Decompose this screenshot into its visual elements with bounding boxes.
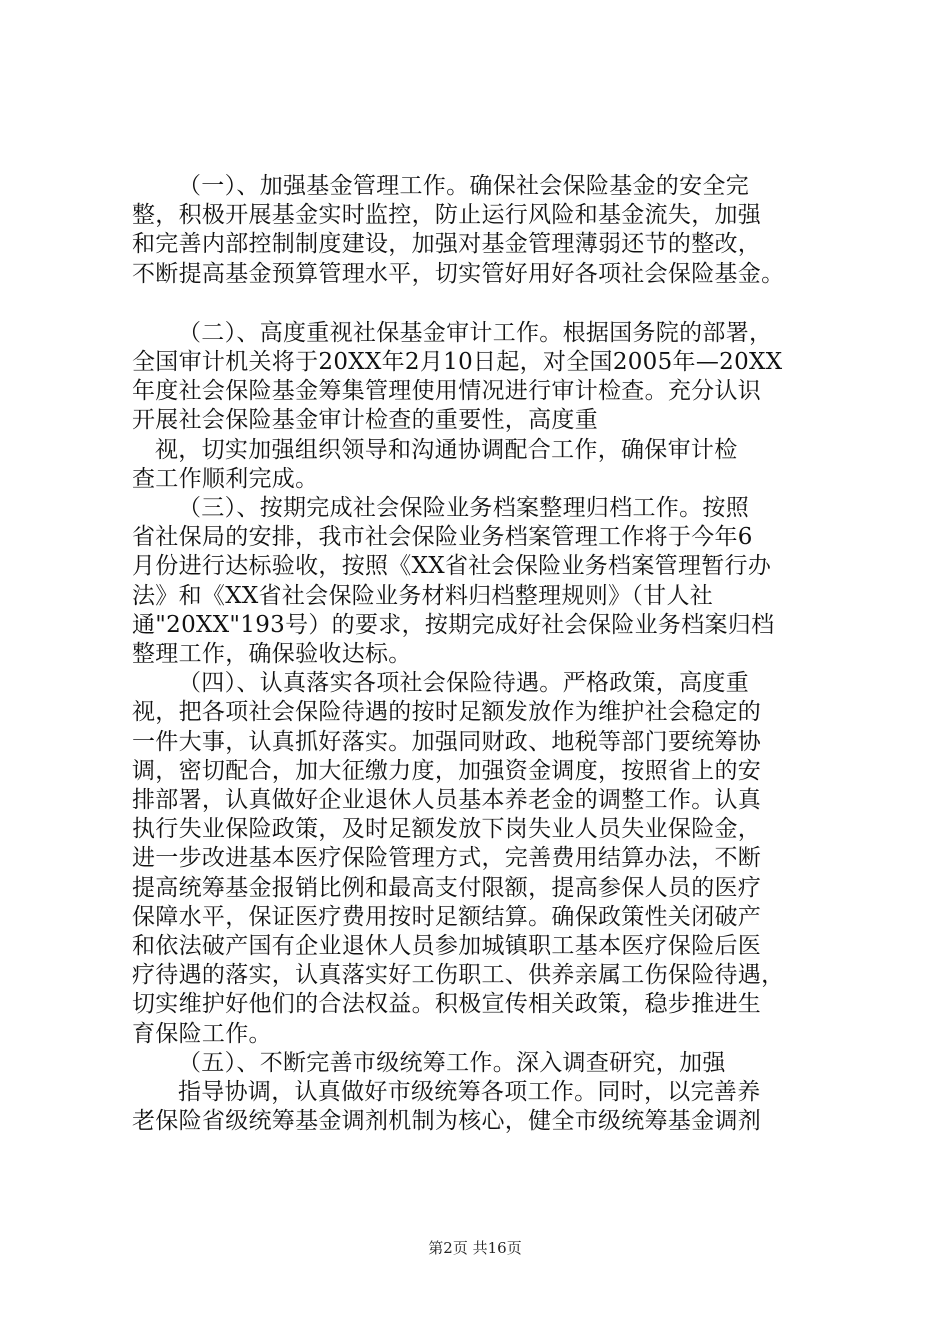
text-line: （一）、加强基金管理工作。确保社会保险基金的安全完 bbox=[178, 173, 749, 199]
paragraph-5-continued bbox=[132, 1078, 848, 1136]
text-line: （四）、认真落实各项社会保险待遇。严格政策，高度重 bbox=[178, 670, 749, 697]
text-line: 省社保局的安排，我市社会保险业务档案管理工作将于今年6 bbox=[132, 524, 753, 551]
text-line: 视，把各项社会保险待遇的按时足额发放作为维护社会稳定的 bbox=[132, 699, 762, 726]
page-number-footer: 第2页 共16页 bbox=[428, 1239, 522, 1257]
text-line: 整理工作，确保验收达标。 bbox=[132, 641, 412, 668]
text-line: 月份进行达标验收，按照《XX省社会保险业务档案管理暂行办 bbox=[132, 553, 772, 580]
text-line: 开展社会保险基金审计检查的重要性，高度重 bbox=[132, 407, 598, 434]
text-line: 育保险工作。 bbox=[132, 1020, 272, 1047]
text-line: 保障水平，保证医疗费用按时足额结算。确保政策性关闭破产 bbox=[132, 903, 762, 930]
text-line: 切实维护好他们的合法权益。积极宣传相关政策，稳步推进生 bbox=[132, 991, 762, 1018]
text-line: 排部署，认真做好企业退休人员基本养老金的调整工作。认真 bbox=[132, 787, 762, 814]
text-line: （二）、高度重视社保基金审计工作。根据国务院的部署， bbox=[178, 319, 773, 346]
text-line: （三）、按期完成社会保险业务档案整理归档工作。按照 bbox=[178, 495, 749, 522]
paragraph-1 bbox=[132, 172, 848, 289]
text-line: 提高统筹基金报销比例和最高支付限额，提高参保人员的医疗 bbox=[132, 874, 762, 901]
text-line: 调，密切配合，加大征缴力度，加强资金调度，按照省上的安 bbox=[132, 757, 762, 784]
paragraph-4 bbox=[132, 669, 848, 1049]
text-line: 和依法破产国有企业退休人员参加城镇职工基本医疗保险后医 bbox=[132, 933, 762, 960]
document-body bbox=[132, 172, 848, 1137]
paragraph-2-continued bbox=[132, 436, 848, 494]
text-line: 年度社会保险基金筹集管理使用情况进行审计检查。充分认识 bbox=[132, 378, 762, 405]
paragraph-3 bbox=[132, 494, 848, 669]
text-line: 和完善内部控制制度建设，加强对基金管理薄弱还节的整改， bbox=[132, 231, 762, 258]
text-line: 全国审计机关将于20XX年2月10日起，对全国2005年—20XX bbox=[132, 349, 783, 376]
text-line: 一件大事，认真抓好落实。加强同财政、地税等部门要统筹协 bbox=[132, 728, 762, 755]
text-line: 视，切实加强组织领导和沟通协调配合工作，确保审计检 bbox=[155, 436, 738, 463]
text-line: 不断提高基金预算管理水平，切实管好用好各项社会保险基金。 bbox=[132, 260, 785, 287]
text-line: 执行失业保险政策，及时足额发放下岗失业人员失业保险金， bbox=[132, 816, 762, 843]
text-line: 老保险省级统筹基金调剂机制为核心，健全市级统筹基金调剂 bbox=[132, 1108, 762, 1135]
text-line: 法》和《XX省社会保险业务材料归档整理规则》（甘人社 bbox=[132, 582, 714, 609]
paragraph-2 bbox=[132, 319, 848, 436]
text-line: （五）、不断完善市级统筹工作。深入调查研究，加强 bbox=[178, 1049, 726, 1076]
text-line: 指导协调，认真做好市级统筹各项工作。同时，以完善养 bbox=[178, 1079, 761, 1106]
text-line: 整，积极开展基金实时监控，防止运行风险和基金流失，加强 bbox=[132, 202, 762, 229]
text-line: 疗待遇的落实，认真落实好工伤职工、供养亲属工伤保险待遇， bbox=[132, 962, 785, 989]
text-line: 查工作顺利完成。 bbox=[132, 465, 319, 492]
text-line: 通"20XX"193号）的要求，按期完成好社会保险业务档案归档 bbox=[132, 611, 775, 638]
text-line: 进一步改进基本医疗保险管理方式，完善费用结算办法，不断 bbox=[132, 845, 762, 872]
paragraph-5 bbox=[132, 1049, 848, 1078]
